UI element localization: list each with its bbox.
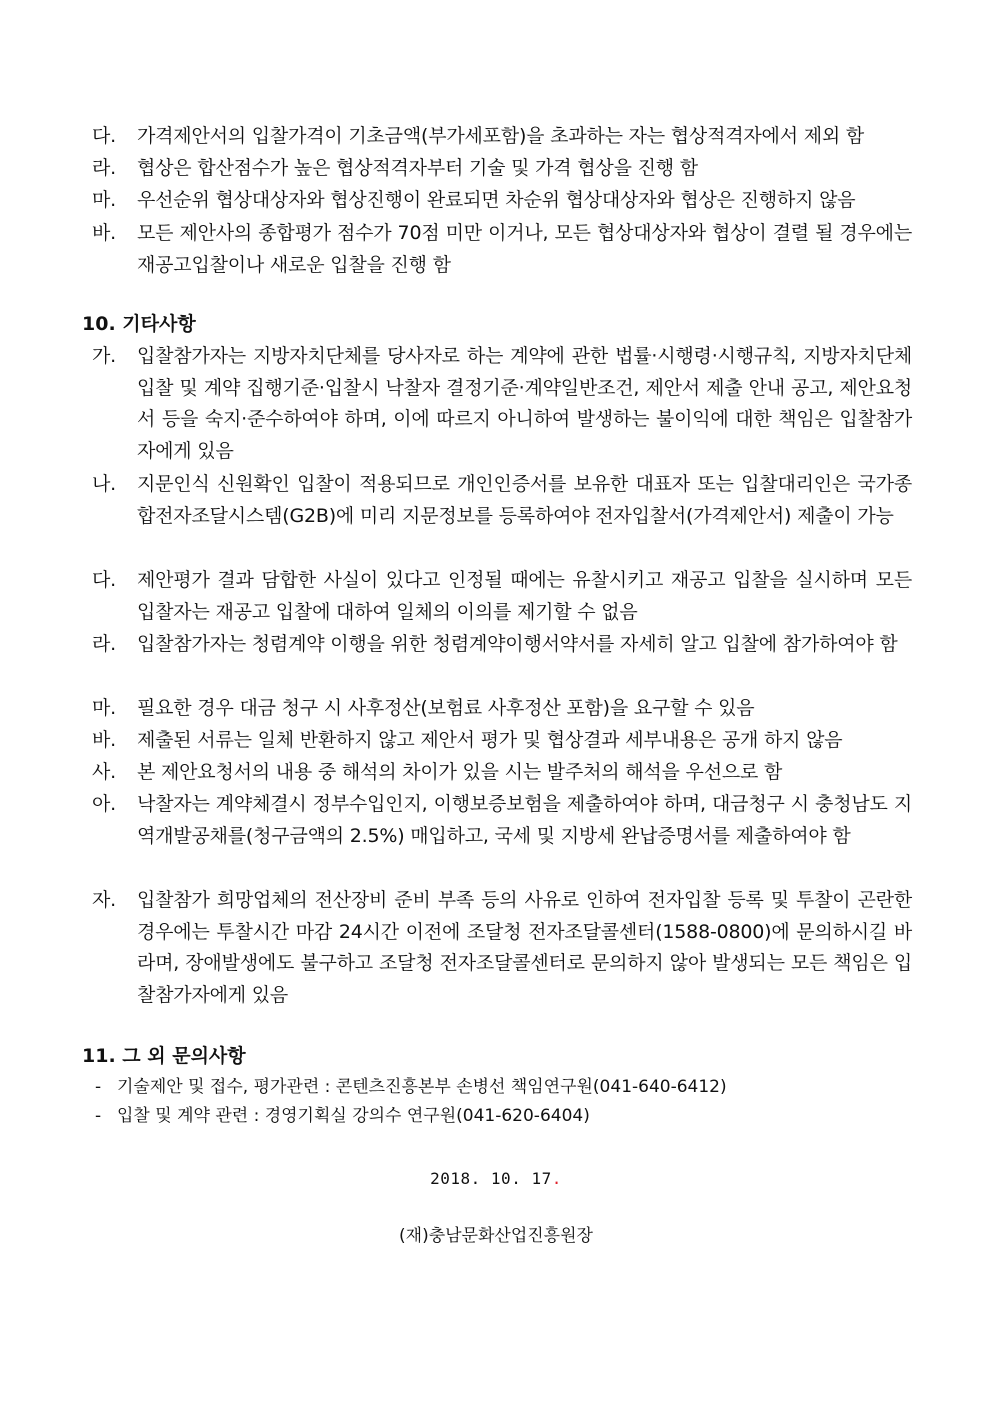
list-marker: 사. bbox=[92, 761, 116, 783]
list-item-text: 우선순위 협상대상자와 협상진행이 완료되면 차순위 협상대상자와 협상은 진행하지 않음 bbox=[137, 189, 856, 211]
dash-bullet: - bbox=[95, 1106, 102, 1126]
list-item-text: 협상은 합산점수가 높은 협상적격자부터 기술 및 가격 협상을 진행 함 bbox=[137, 157, 698, 179]
list-item bbox=[92, 185, 912, 217]
list-item-text: 제안평가 결과 담합한 사실이 있다고 인정될 때에는 유찰시키고 재공고 입찰을 실시하며 모든 입찰자는 재공고 입찰에 대하여 일체의 이의를 제기할 수 없음 bbox=[137, 569, 912, 623]
list-item bbox=[92, 693, 912, 725]
list-item bbox=[92, 218, 912, 281]
list-item-text: 제출된 서류는 일체 반환하지 않고 제안서 평가 및 협상결과 세부내용은 공개 하지 않음 bbox=[137, 729, 843, 751]
list-marker: 아. bbox=[92, 793, 116, 815]
list-item bbox=[92, 789, 912, 852]
list-item-text: 본 제안요청서의 내용 중 해석의 차이가 있을 시는 발주처의 해석을 우선으로 함 bbox=[137, 761, 783, 783]
list-item-text: 가격제안서의 입찰가격이 기초금액(부가세포함)을 초과하는 자는 협상적격자에서 제외 함 bbox=[137, 125, 865, 147]
list-item bbox=[92, 565, 912, 628]
section-heading-10: 10. 기타사항 bbox=[82, 313, 196, 335]
contact-text: 기술제안 및 접수, 평가관련 : 콘텐츠진흥본부 손병선 책임연구원(041-640-6412) bbox=[117, 1077, 727, 1097]
list-marker: 마. bbox=[92, 697, 116, 719]
list-item bbox=[92, 885, 912, 1012]
list-marker: 바. bbox=[92, 729, 116, 751]
list-item bbox=[92, 121, 912, 153]
list-marker: 나. bbox=[92, 473, 116, 495]
list-item bbox=[92, 469, 912, 532]
list-item-text: 필요한 경우 대금 청구 시 사후정산(보험료 사후정산 포함)을 요구할 수 있음 bbox=[137, 697, 755, 719]
list-item bbox=[92, 341, 912, 468]
list-marker: 자. bbox=[92, 889, 116, 911]
list-item bbox=[92, 153, 912, 185]
list-marker: 마. bbox=[92, 189, 116, 211]
section-heading-11: 11. 그 외 문의사항 bbox=[82, 1045, 246, 1067]
contact-line bbox=[95, 1103, 590, 1129]
date-text: 2018. 10. 17 bbox=[430, 1169, 552, 1188]
date-dot: . bbox=[551, 1169, 562, 1188]
contact-line bbox=[95, 1074, 727, 1100]
list-item-text: 입찰참가자는 청렴계약 이행을 위한 청렴계약이행서약서를 자세히 알고 입찰에 참가하여야 함 bbox=[137, 633, 898, 655]
list-marker: 라. bbox=[92, 157, 116, 179]
list-item-text: 입찰참가자는 지방자치단체를 당사자로 하는 계약에 관한 법률·시행령·시행규칙, 지방자치단체 입찰 및 계약 집행기준·입찰시 낙찰자 결정기준·계약일반조건, 제안서 제출 안내 공고, 제안요청서 등을 숙지·준수하여야 하며, 이에 따르지 아니하여 발생하는 불이익에 대한 책임은 입찰참가자에게 있음 bbox=[137, 345, 912, 463]
list-item-text: 지문인식 신원확인 입찰이 적용되므로 개인인증서를 보유한 대표자 또는 입찰대리인은 국가종합전자조달시스템(G2B)에 미리 지문정보를 등록하여야 전자입찰서(가격제안서) 제출이 가능 bbox=[137, 473, 912, 527]
organization-name: (재)충남문화산업진흥원장 bbox=[399, 1226, 593, 1246]
list-item bbox=[92, 757, 912, 789]
list-item-text: 낙찰자는 계약체결시 정부수입인지, 이행보증보험을 제출하여야 하며, 대금청구 시 충청남도 지역개발공채를(청구금액의 2.5%) 매입하고, 국세 및 지방세 완납증명서를 제출하여야 함 bbox=[137, 793, 912, 847]
list-marker: 다. bbox=[92, 125, 116, 147]
list-item bbox=[92, 725, 912, 757]
list-item-text: 입찰참가 희망업체의 전산장비 준비 부족 등의 사유로 인하여 전자입찰 등록 및 투찰이 곤란한 경우에는 투찰시간 마감 24시간 이전에 조달청 전자조달콜센터(1588-0800)에 문의하시길 바라며, 장애발생에도 불구하고 조달청 전자조달콜센터로 문의하지 않아 발생되는 모든 책임은 입찰참가자에게 있음 bbox=[137, 889, 912, 1007]
contact-text: 입찰 및 계약 관련 : 경영기획실 강의수 연구원(041-620-6404) bbox=[117, 1106, 590, 1126]
list-marker: 라. bbox=[92, 633, 116, 655]
document-date bbox=[0, 1167, 992, 1191]
dash-bullet: - bbox=[95, 1077, 102, 1097]
list-marker: 바. bbox=[92, 222, 116, 244]
list-item bbox=[92, 629, 912, 661]
list-item-text: 모든 제안사의 종합평가 점수가 70점 미만 이거나, 모든 협상대상자와 협상이 결렬 될 경우에는 재공고입찰이나 새로운 입찰을 진행 함 bbox=[137, 222, 912, 276]
list-marker: 가. bbox=[92, 345, 116, 367]
list-marker: 다. bbox=[92, 569, 116, 591]
